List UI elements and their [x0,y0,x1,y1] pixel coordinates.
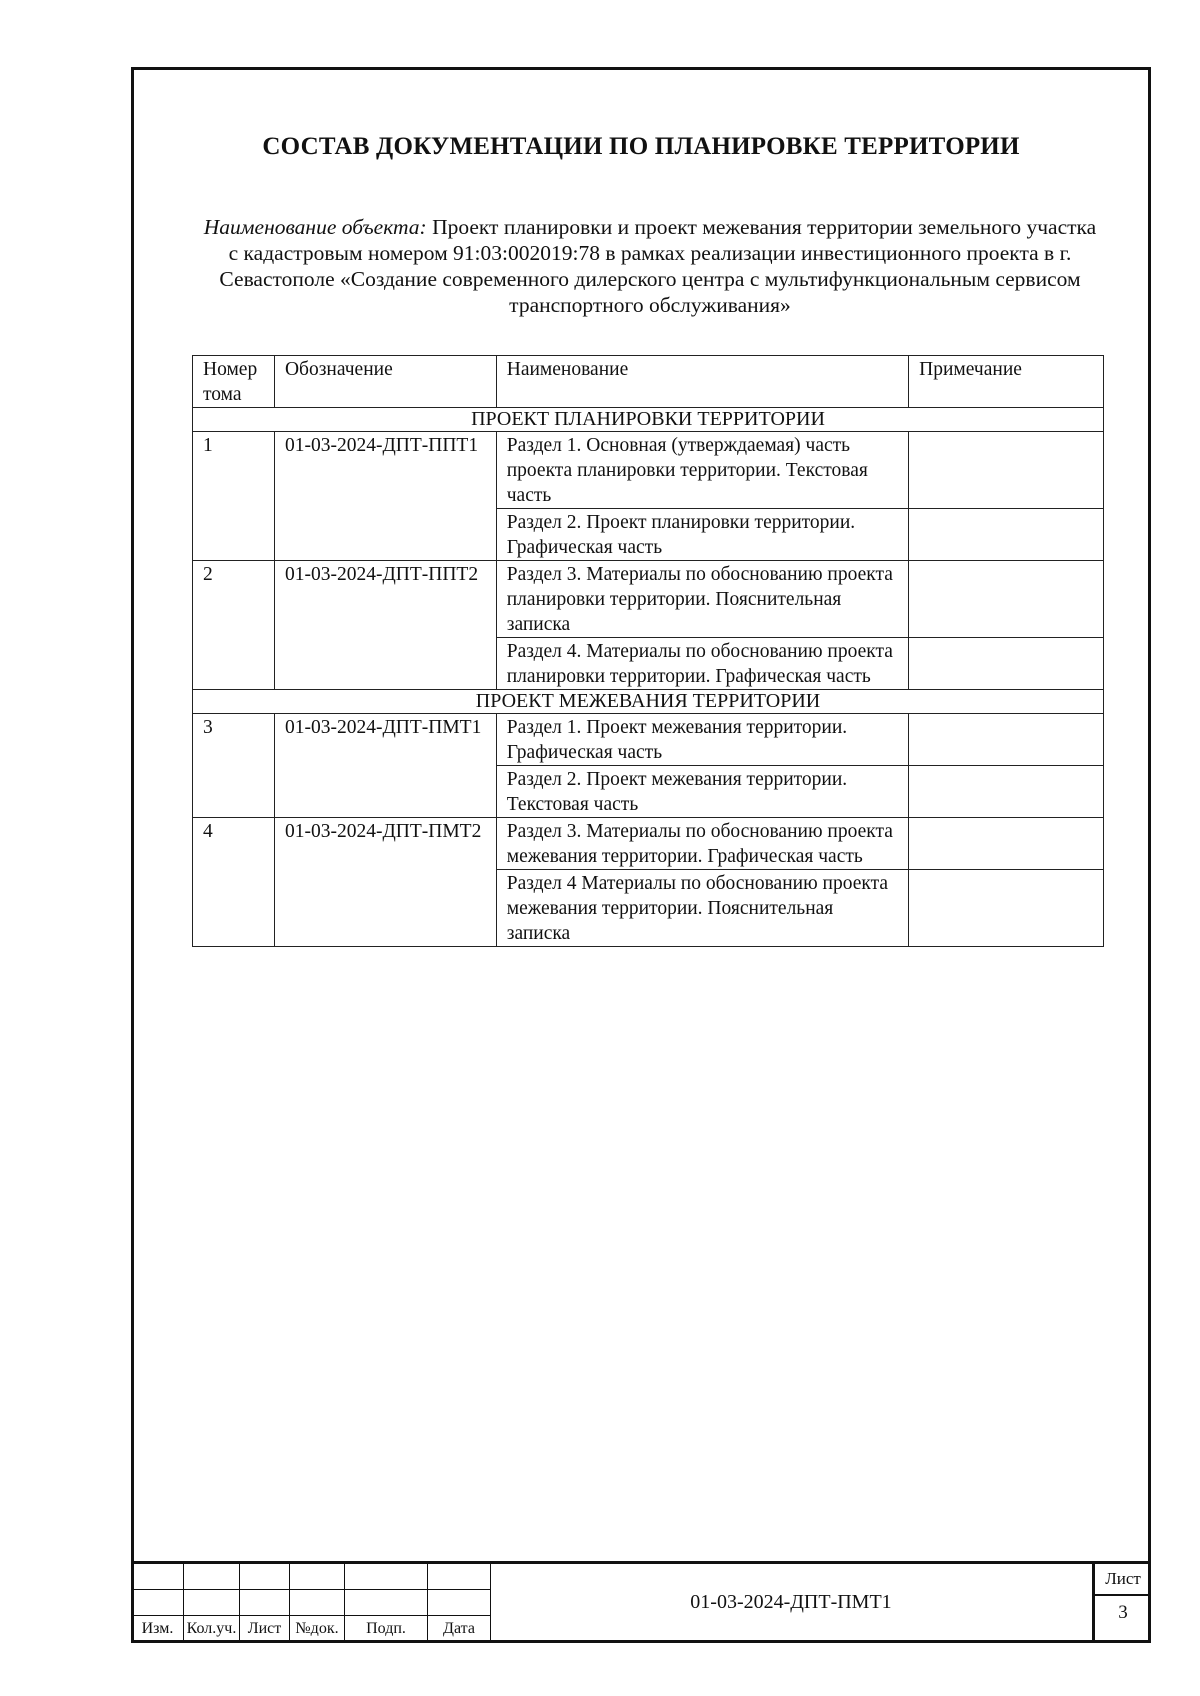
note-cell [909,432,1104,509]
header-designation: Обозначение [274,356,496,408]
volume-number: 2 [193,561,275,690]
section-part-name: Раздел 2. Проект межевания территории. Текстовая часть [496,766,908,818]
section-row [193,690,1104,714]
object-label: Наименование объекта: [203,215,427,239]
stamp-label-docnum: №док. [290,1616,345,1642]
note-cell [909,561,1104,638]
stamp-label-date: Дата [428,1616,491,1642]
stamp-sheet-label: Лист [1095,1564,1151,1596]
note-cell [909,870,1104,947]
table-row [193,432,1104,509]
stamp-sheet-number: 3 [1118,1602,1128,1623]
note-cell [909,638,1104,690]
section-title: ПРОЕКТ ПЛАНИРОВКИ ТЕРРИТОРИИ [193,408,1104,432]
table-row [193,561,1104,638]
object-text: Проект планировки и проект межевания территории земельного участка с кадастровым номером 91:03:002019:78 в рамках реализации инвестиционного проекта в г. Севастополе «Создание современного дилерского центра с мультифункциональным сервисом транспортного обслуживания» [219,215,1097,317]
note-cell [909,509,1104,561]
volume-designation: 01-03-2024-ДПТ-ПМТ2 [274,818,496,947]
section-part-name: Раздел 1. Основная (утверждаемая) часть проекта планировки территории. Текстовая часть [496,432,908,509]
table-header-row [193,356,1104,408]
note-cell [909,766,1104,818]
section-part-name: Раздел 3. Материалы по обоснованию проекта планировки территории. Пояснительная записка [496,561,908,638]
stamp-document-code: 01-03-2024-ДПТ-ПМТ1 [690,1591,892,1613]
section-row [193,408,1104,432]
documentation-table [192,355,1104,947]
volume-designation: 01-03-2024-ДПТ-ПМТ1 [274,714,496,818]
volume-number: 3 [193,714,275,818]
volume-designation: 01-03-2024-ДПТ-ППТ1 [274,432,496,561]
note-cell [909,714,1104,766]
stamp-empty-row [132,1590,491,1616]
section-part-name: Раздел 3. Материалы по обоснованию проекта межевания территории. Графическая часть [496,818,908,870]
stamp-sheet-box [1092,1561,1151,1643]
header-number: Номер тома [193,356,275,408]
document-title: СОСТАВ ДОКУМЕНТАЦИИ ПО ПЛАНИРОВКЕ ТЕРРИТОРИИ [262,133,1020,160]
note-cell [909,818,1104,870]
stamp-label-signature: Подп. [345,1616,428,1642]
table-row [193,818,1104,870]
volume-number: 1 [193,432,275,561]
header-name: Наименование [496,356,908,408]
section-part-name: Раздел 4. Материалы по обоснованию проекта планировки территории. Графическая часть [496,638,908,690]
stamp-empty-row [132,1563,491,1590]
section-title: ПРОЕКТ МЕЖЕВАНИЯ ТЕРРИТОРИИ [193,690,1104,714]
volume-number: 4 [193,818,275,947]
table-row [193,714,1104,766]
stamp-grid [131,1561,491,1642]
stamp-label-sheet: Лист [240,1616,290,1642]
stamp-label-row [132,1616,491,1642]
stamp-label-count: Кол.уч. [184,1616,240,1642]
header-note: Примечание [909,356,1104,408]
section-part-name: Раздел 2. Проект планировки территории. Графическая часть [496,509,908,561]
section-part-name: Раздел 1. Проект межевания территории. Графическая часть [496,714,908,766]
volume-designation: 01-03-2024-ДПТ-ППТ2 [274,561,496,690]
section-part-name: Раздел 4 Материалы по обоснованию проекта межевания территории. Пояснительная записка [496,870,908,947]
object-description [200,214,1100,318]
stamp-label-change: Изм. [132,1616,184,1642]
